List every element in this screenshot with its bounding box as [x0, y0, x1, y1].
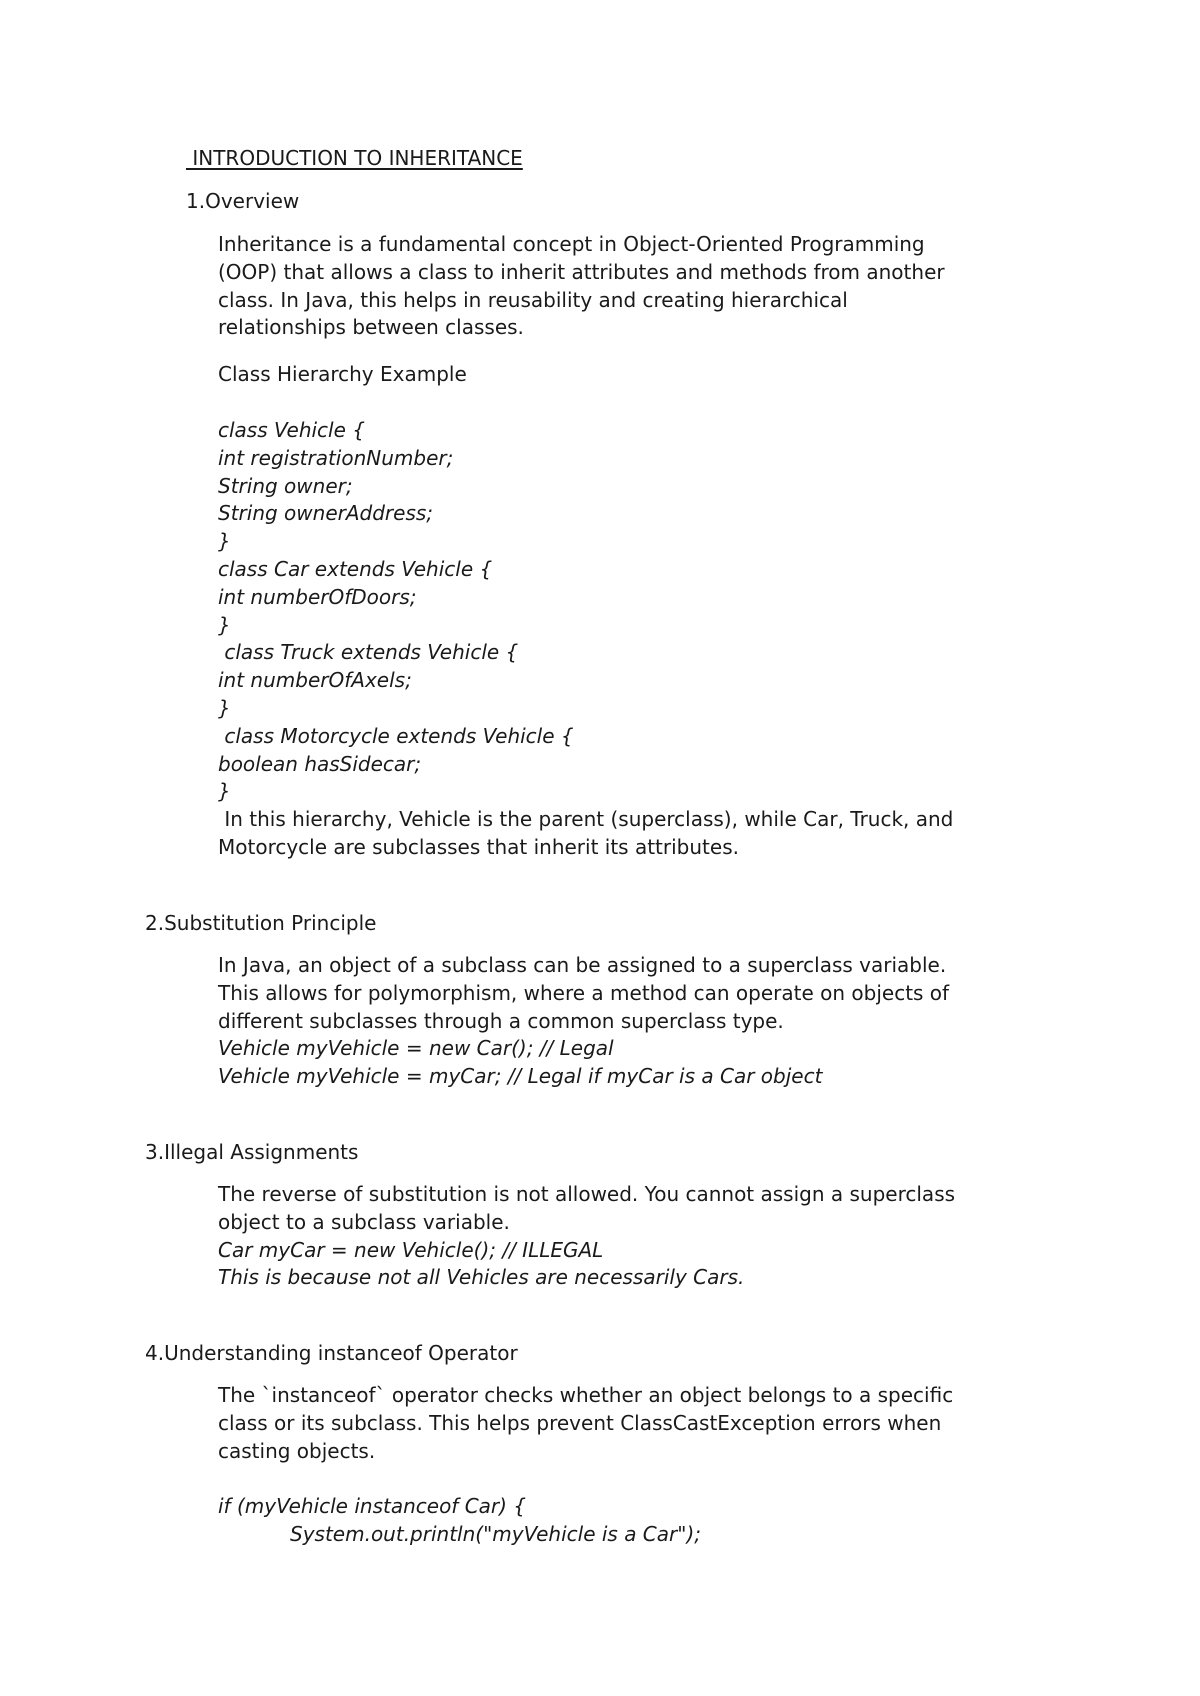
section-2-heading: 2.Substitution Principle	[145, 911, 377, 935]
text-line: Inheritance is a fundamental concept in Object-Oriented Programming	[218, 232, 925, 256]
code-line: System.out.println("myVehicle is a Car");	[290, 1521, 701, 1546]
text-line: casting objects.	[218, 1438, 376, 1463]
text-line: The `instanceof` operator checks whether an object belongs to a specific	[218, 1383, 954, 1407]
section-1-heading: 1.Overview	[186, 189, 300, 213]
text-line: class. In Java, this helps in reusability and creating hierarchical	[218, 287, 848, 312]
code-line: This is because not all Vehicles are necessarily Cars.	[218, 1265, 745, 1290]
code-line: Car myCar = new Vehicle(); // ILLEGAL	[218, 1237, 604, 1262]
class-hierarchy-code	[218, 417, 1078, 862]
code-line: }	[218, 695, 231, 720]
code-line: int numberOfDoors;	[218, 584, 417, 609]
section-4-heading: 4.Understanding instanceof Operator	[145, 1341, 518, 1365]
text-line: relationships between classes.	[218, 315, 524, 340]
class-hierarchy-subheading	[218, 361, 1078, 389]
code-line: }	[218, 612, 231, 637]
code-line: boolean hasSidecar;	[218, 751, 422, 776]
code-line: class Car extends Vehicle {	[218, 556, 493, 581]
code-line: int numberOfAxels;	[218, 668, 412, 693]
section-4-body	[218, 1382, 1078, 1465]
code-line: class Vehicle {	[218, 418, 365, 442]
code-line: Vehicle myVehicle = myCar; // Legal if myCar is a Car object	[218, 1064, 823, 1089]
text-line: class or its subclass. This helps prevent ClassCastException errors when	[218, 1410, 942, 1435]
text-line: object to a subclass variable.	[218, 1209, 510, 1234]
text-line: The reverse of substitution is not allowed. You cannot assign a superclass	[218, 1182, 956, 1206]
text-line: This allows for polymorphism, where a method can operate on objects of	[218, 980, 950, 1005]
code-line: if (myVehicle instanceof Car) {	[218, 1494, 527, 1518]
document-title: INTRODUCTION TO INHERITANCE	[186, 146, 523, 170]
text-line: In this hierarchy, Vehicle is the parent (superclass), while Car, Truck, and	[218, 807, 954, 832]
code-line: Vehicle myVehicle = new Car(); // Legal	[218, 1036, 614, 1061]
text-line: Class Hierarchy Example	[218, 362, 467, 386]
code-line: String owner;	[218, 473, 353, 498]
section-1-paragraph	[218, 231, 1078, 342]
code-line: String ownerAddress;	[218, 501, 434, 526]
section-4-code	[218, 1493, 1078, 1549]
code-line: int registrationNumber;	[218, 445, 454, 470]
text-line: Motorcycle are subclasses that inherit its attributes.	[218, 834, 739, 859]
code-line: }	[218, 779, 231, 804]
section-3-heading: 3.Illegal Assignments	[145, 1140, 359, 1164]
code-line: class Truck extends Vehicle {	[218, 640, 519, 665]
text-line: different subclasses through a common superclass type.	[218, 1008, 784, 1033]
code-line: }	[218, 529, 231, 554]
text-line: In Java, an object of a subclass can be assigned to a superclass variable.	[218, 953, 947, 977]
section-2-body	[218, 952, 1078, 1091]
section-3-body	[218, 1181, 1078, 1292]
code-line: class Motorcycle extends Vehicle {	[218, 723, 574, 748]
text-line: (OOP) that allows a class to inherit attributes and methods from another	[218, 259, 945, 284]
